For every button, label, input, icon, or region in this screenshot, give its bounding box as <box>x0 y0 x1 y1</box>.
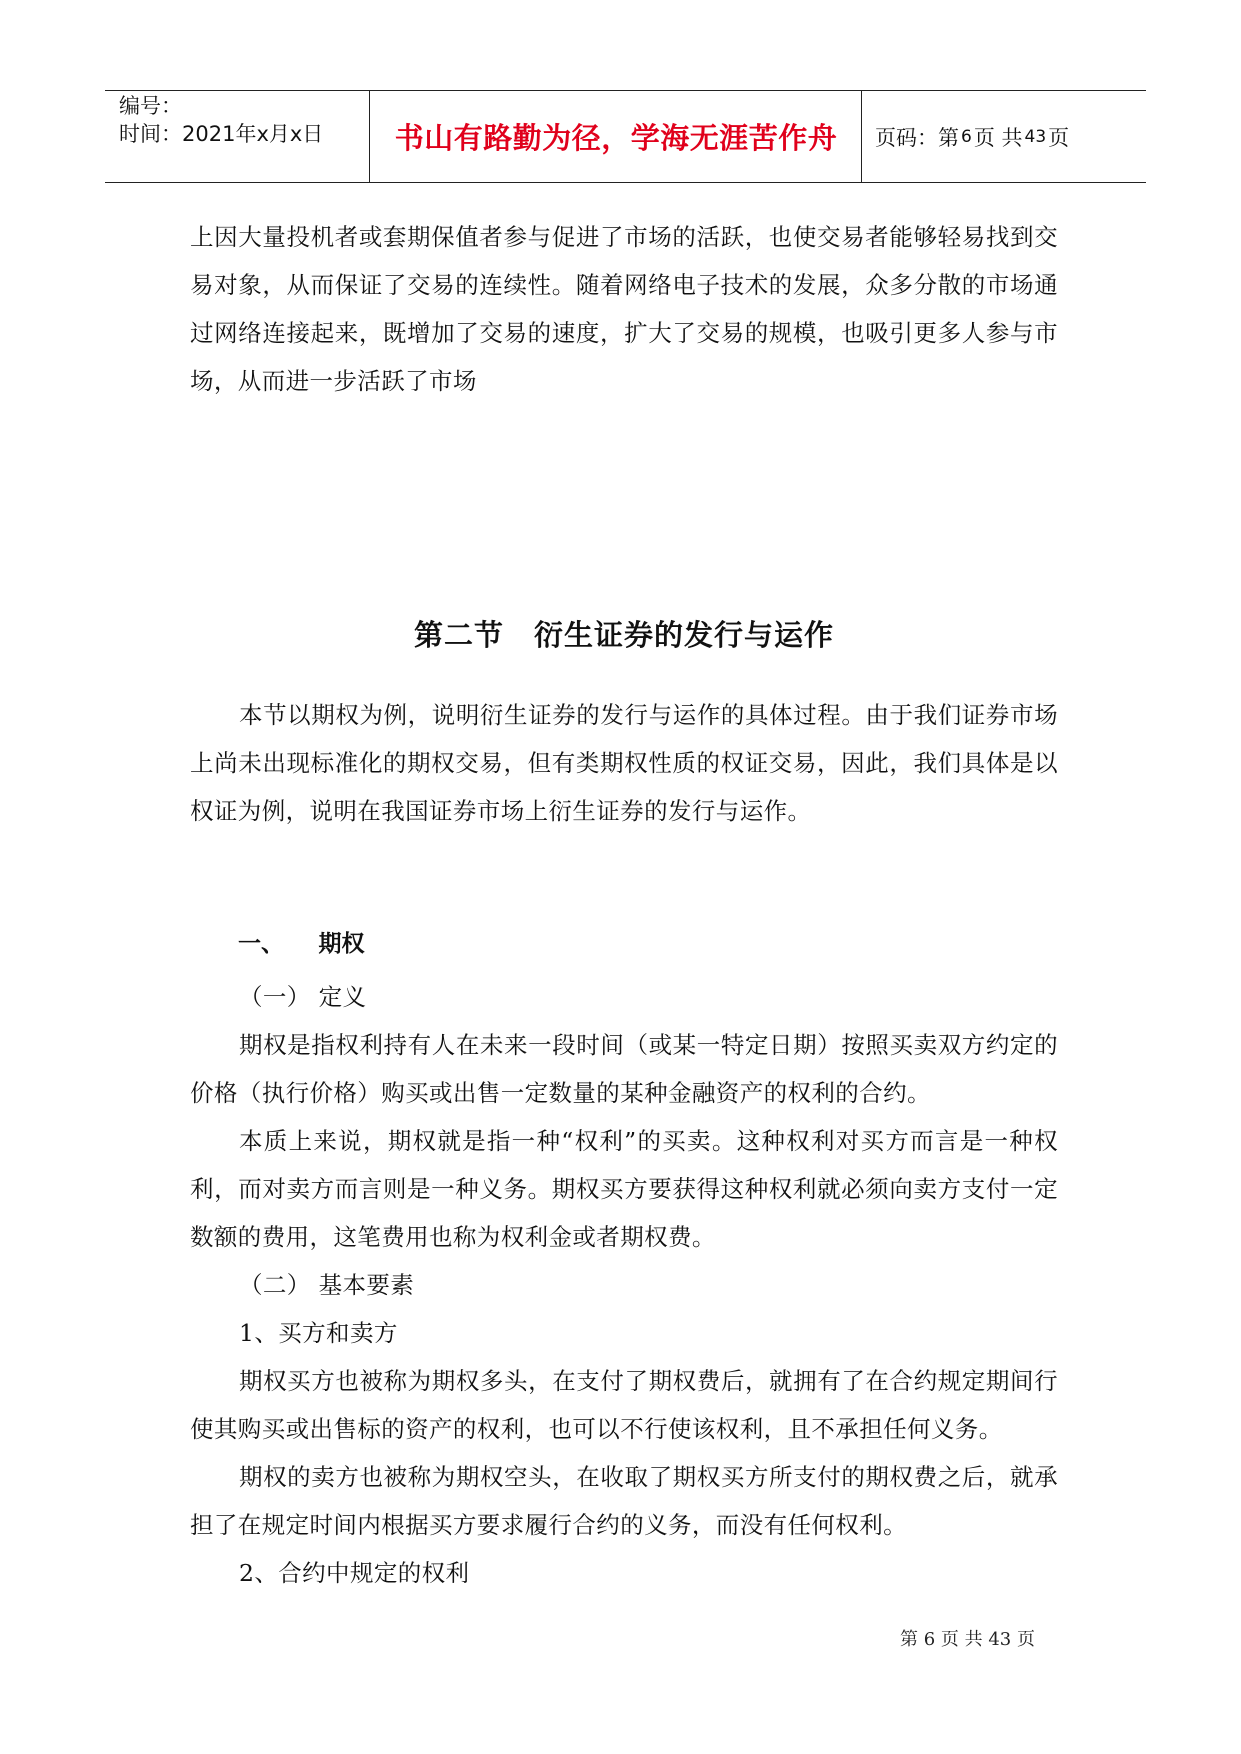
definition-paragraph: 期权是指权利持有人在未来一段时间（或某一特定日期）按照买卖双方约定的价格（执行价格）购买或出售一定数量的某种金融资产的权利的合约。 <box>190 1031 1058 1107</box>
item-buyer-seller: 1、买方和卖方 <box>239 1319 398 1347</box>
page-header <box>105 90 1146 183</box>
header-motto: 书山有路勤为径，学海无涯苦作舟 <box>394 121 838 155</box>
header-page-number: 6 <box>961 126 972 147</box>
section-intro-block <box>190 691 1058 835</box>
header-time-label: 时间：2021年x月x日 <box>119 122 324 146</box>
section-intro-paragraph: 本节以期权为例，说明衍生证券的发行与运作的具体过程。由于我们证券市场上尚未出现标准化的期权交易，但有类期权性质的权证交易，因此，我们具体是以权证为例，说明在我国证券市场上衍生证券的发行与运作。 <box>190 701 1058 825</box>
options-block <box>190 973 1058 1597</box>
intro-paragraph: 上因大量投机者或套期保值者参与促进了市场的活跃，也使交易者能够轻易找到交易对象，从而保证了交易的连续性。随着网络电子技术的发展，众多分散的市场通过网络连接起来，既增加了交易的速度，扩大了交易的规模，也吸引更多人参与市场，从而进一步活跃了市场 <box>190 223 1058 395</box>
header-page-total: 43 <box>1024 126 1047 147</box>
subheading-definition: （一） 定义 <box>239 983 367 1011</box>
page-footer: 第 6 页 共 43 页 <box>900 1629 1035 1650</box>
section-title: 第二节 衍生证券的发行与运作 <box>413 618 834 652</box>
heading-options: 一、 期权 <box>238 931 365 957</box>
nature-paragraph: 本质上来说，期权就是指一种“权利”的买卖。这种权利对买方而言是一种权利，而对卖方而言则是一种义务。期权买方要获得这种权利就必须向卖方支付一定数额的费用，这笔费用也称为权利金或者期权费。 <box>190 1127 1058 1251</box>
header-divider-left <box>369 91 370 182</box>
header-page-suffix: 页 <box>1048 125 1070 150</box>
seller-paragraph: 期权的卖方也被称为期权空头，在收取了期权买方所支付的期权费之后，就承担了在规定时间内根据买方要求履行合约的义务，而没有任何权利。 <box>190 1463 1058 1539</box>
header-number-label: 编号： <box>119 94 182 118</box>
subheading-elements: （二） 基本要素 <box>239 1271 415 1299</box>
buyer-paragraph: 期权买方也被称为期权多头，在支付了期权费后，就拥有了在合约规定期间行使其购买或出售标的资产的权利，也可以不行使该权利，且不承担任何义务。 <box>190 1367 1058 1443</box>
item-contract-rights: 2、合约中规定的权利 <box>239 1559 470 1587</box>
header-page-mid: 页 共 <box>973 125 1023 150</box>
header-page-info <box>875 91 1069 182</box>
page-body <box>190 213 1058 1587</box>
header-page-prefix: 页码：第 <box>875 125 959 150</box>
header-meta <box>119 91 369 182</box>
header-divider-right <box>861 91 862 182</box>
